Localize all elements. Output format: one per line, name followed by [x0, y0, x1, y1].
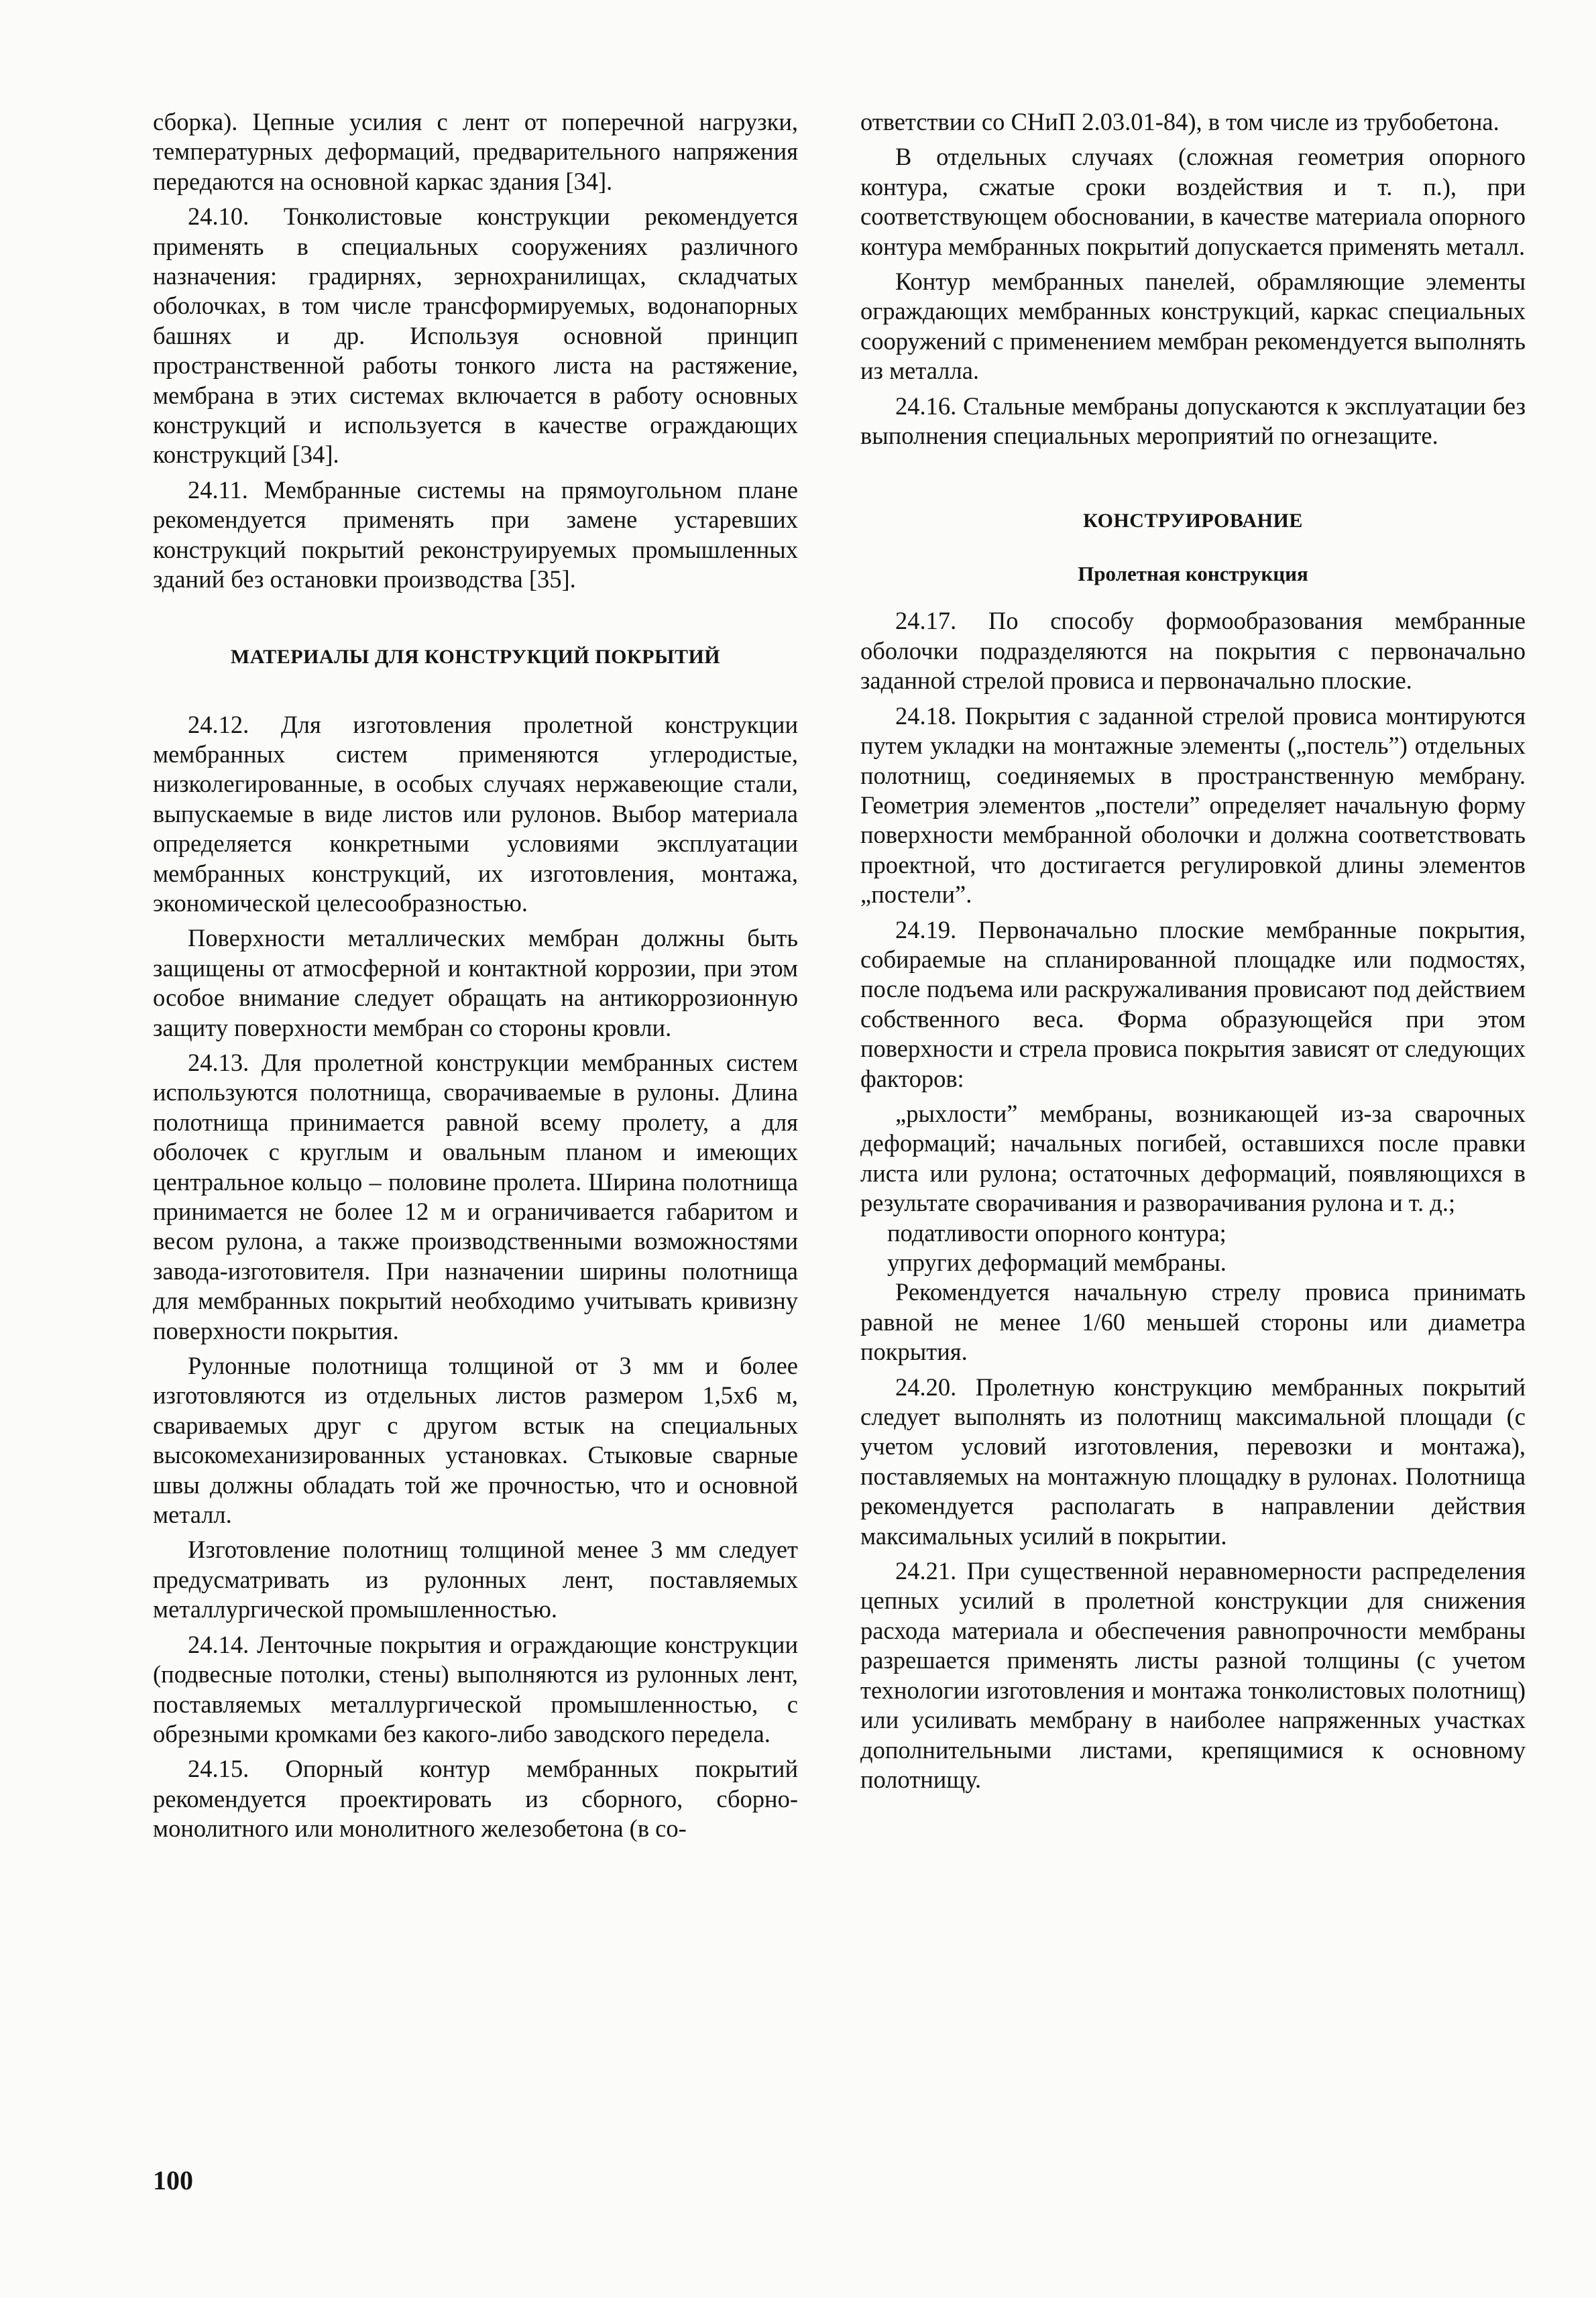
section-heading-materials: МАТЕРИАЛЫ ДЛЯ КОНСТРУКЦИЙ ПОКРЫТИЙ [230, 645, 721, 668]
paragraph-24-14: 24.14. Ленточные покрытия и ограждающие конструкции (подвесные потолки, стены) выполняются из рулонных лент, поставляемых металлургической промышленностью, с обрезными кромками без какого-либо заводского передела. [153, 1630, 798, 1747]
paragraph-24-17: 24.17. По способу формообразования мембранные оболочки подразделяются на покрытия с первоначально заданной стрелой провиса и первоначально плоские. [860, 607, 1526, 695]
paragraph-24-15: 24.15. Опорный контур мембранных покрытий рекомендуется проектировать из сборного, сборно-монолитного или монолитного железобетона (в со- [153, 1755, 798, 1843]
paragraph: Рулонные полотнища толщиной от 3 мм и более изготовляются из отдельных листов размером 1,5х6 м, свариваемых друг с другом встык на специальных высокомеханизированных установках. Стыковые сварные швы должны обладать той же прочностью, что и основной металл. [153, 1352, 798, 1529]
paragraph-24-16: 24.16. Стальные мембраны допускаются к эксплуатации без выполнения специальных мероприятий по огнезащите. [860, 392, 1526, 450]
paragraph: Изготовление полотнищ толщиной менее 3 мм следует предусматривать из рулонных лент, поставляемых металлургической промышленностью. [153, 1536, 798, 1623]
paragraph: „рыхлости” мембраны, возникающей из-за сварочных деформаций; начальных погибей, оставшихся после правки листа или рулона; остаточных деформаций, появляющихся в результате сворачивания и разворачивания рулона и т. д.; [860, 1099, 1526, 1217]
paragraph-24-10: 24.10. Тонколистовые конструкции рекомендуется применять в специальных сооружениях различного назначения: градирнях, зернохранилищах, складчатых оболочках, в том числе трансформируемых, водонапорных башнях и др. Используя основной принцип пространственной работы тонкого листа на растяжение, мембрана в этих системах включается в работу основных конструкций и используется в качестве ограждающих конструкций [34]. [153, 203, 798, 469]
left-column [153, 107, 798, 1844]
paragraph: сборка). Цепные усилия с лент от поперечной нагрузки, температурных деформаций, предварительного напряжения передаются на основной каркас здания [34]. [153, 108, 798, 195]
page-number: 100 [153, 2165, 193, 2195]
paragraph-24-18: 24.18. Покрытия с заданной стрелой провиса монтируются путем укладки на монтажные элементы („постель”) отдельных полотнищ, соединяемых в пространственную мембрану. Геометрия элементов „постели” определяет начальную форму поверхности мембранной оболочки и должна соответствовать проектной, что достигается регулировкой длины элементов „постели”. [860, 701, 1526, 909]
paragraph: ответствии со СНиП 2.03.01-84), в том числе из трубобетона. [860, 108, 1499, 135]
subsection-heading-span-structure: Пролетная конструкция [1078, 562, 1308, 586]
paragraph: Поверхности металлических мембран должны быть защищены от атмосферной и контактной коррозии, при этом особое внимание следует обращать на антикоррозионную защиту поверхности мембран со стороны кровли. [153, 924, 798, 1041]
paragraph-24-12: 24.12. Для изготовления пролетной конструкции мембранных систем применяются углеродистые, низколегированные, в особых случаях нержавеющие стали, выпускаемые в виде листов или рулонов. Выбор материала определяется конкретными условиями эксплуатации мембранных конструкций, их изготовления, монтажа, экономической целесообразностью. [153, 710, 798, 917]
paragraph: Контур мембранных панелей, обрамляющие элементы ограждающих мембранных конструкций, каркас специальных сооружений с применением мембран рекомендуется выполнять из металла. [860, 268, 1526, 385]
paragraph-24-19: 24.19. Первоначально плоские мембранные покрытия, собираемые на спланированной площадке или подмостях, после подъема или раскружаливания провисают под действием собственного веса. Форма образующейся при этом поверхности и стрела провиса покрытия зависят от следующих факторов: [860, 915, 1526, 1092]
list-item: податливости опорного контура; [887, 1218, 1227, 1247]
paragraph-24-11: 24.11. Мембранные системы на прямоугольном плане рекомендуется применять при замене устаревших конструкций покрытий реконструируемых промышленных зданий без остановки производства [35]. [153, 475, 798, 593]
paragraph: В отдельных случаях (сложная геометрия опорного контура, сжатые сроки воздействия и т. п.), при соответствующем обосновании, в качестве материала опорного контура мембранных покрытий допускается применять металл. [860, 143, 1526, 260]
section-heading-design: КОНСТРУИРОВАНИЕ [1083, 510, 1303, 532]
paragraph-24-13: 24.13. Для пролетной конструкции мембранных систем используются полотнища, сворачиваемые в рулоны. Длина полотнища принимается равной всему пролету, а для оболочек с круглым и овальным планом и имеющих центральное кольцо – половине пролета. Ширина полотнища принимается не более 12 м и ограничивается габаритом и весом рулона, а также производственными возможностями завода-изготовителя. При назначении ширины полотнища для мембранных покрытий необходимо учитывать кривизну поверхности покрытия. [153, 1048, 798, 1344]
list-item: упругих деформаций мембраны. [887, 1249, 1227, 1276]
paragraph-24-20: 24.20. Пролетную конструкцию мембранных покрытий следует выполнять из полотнищ максимальной площади (с учетом условий изготовления, перевозки и монтажа), поставляемых на монтажную площадку в рулонах. Полотнища рекомендуется располагать в направлении действия максимальных усилий в покрытии. [860, 1373, 1526, 1550]
paragraph-24-21: 24.21. При существенной неравномерности распределения цепных усилий в пролетной конструкции для снижения расхода материала и обеспечения равнопрочности мембраны разрешается применять листы разной толщины (с учетом технологии изготовления и монтажа тонколистовых полотнищ) или усиливать мембрану в наиболее напряженных участках дополнительными листами, крепящимися к основному полотнищу. [860, 1557, 1526, 1793]
right-column [860, 107, 1526, 1794]
paragraph: Рекомендуется начальную стрелу провиса принимать равной не менее 1/60 меньшей стороны или диаметра покрытия. [860, 1278, 1526, 1366]
